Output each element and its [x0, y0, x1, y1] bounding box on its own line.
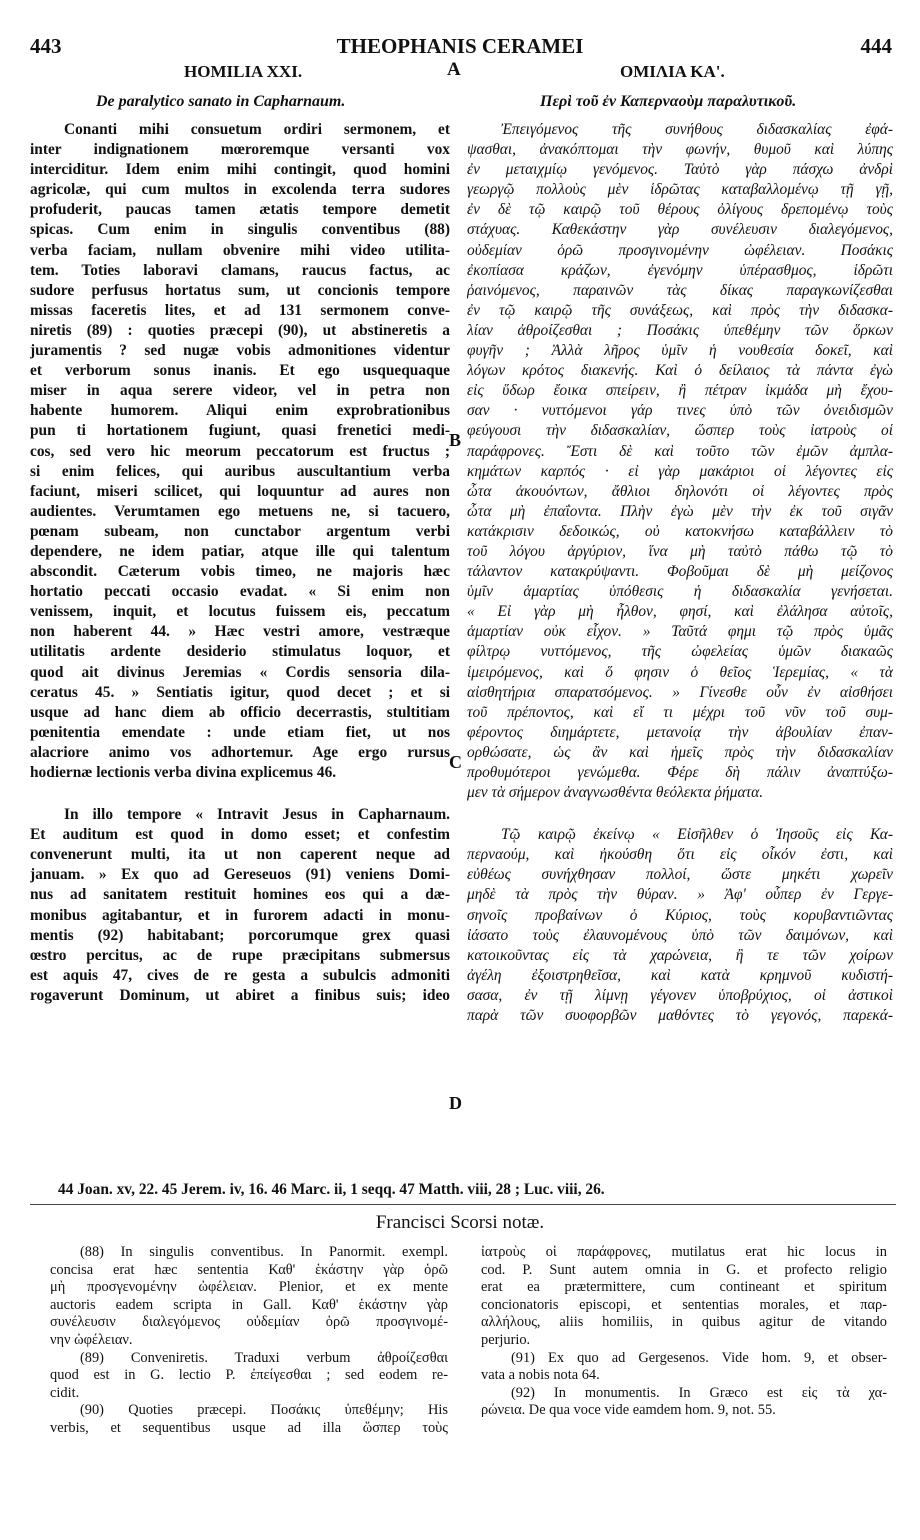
text-line: In illo tempore « Intravit Jesus in Capharnaum. [64, 806, 450, 824]
text-line: σηνοῖς προβαίνων ὁ Κύριος, τοὺς κορυβαντιῶντας [467, 906, 893, 924]
text-line: αἰσθητήρια σπαρατσόμενος. » Γίνεσθε οὖν ἐν αἰσθήσει [467, 683, 893, 701]
text-line: μεν τὰ σήμερον ἀναγνωσθέντα θεόλεκτα ῥήματα. [467, 784, 764, 802]
homily-title-greek: Περὶ τοῦ ἐν Καπερναοὺμ παραλυτικοῦ. [540, 93, 797, 110]
text-line: τάλαντον κατακρύψαντι. Φοβοῦμαι δὲ μὴ μείζονος [467, 563, 893, 581]
text-line: ἰάσατο τοὺς ἐλαυνομένους ὑπὸ τῶν δαιμόνων, καὶ [467, 926, 893, 944]
text-line: ceratus 45. » Sentiatis igitur, quod decet ; et si [30, 683, 450, 701]
text-line: cos, sed vero hic meorum peccatorum est fructus ; [30, 442, 450, 460]
text-line: κατάκρισιν δεδοικώς, οὐ κατοκνήσω καταβάλλειν τὸ [467, 522, 893, 540]
text-line: mentis (92) habitabant; porcorumque grex quasi [30, 926, 450, 944]
text-line: habente humorem. Aliqui enim exprobrationibus [30, 402, 450, 420]
text-line: φίλτρῳ νυττόμενος, τῆς ὠφελείας ὑμῶν διακαῶς [467, 643, 893, 661]
notes-title: Francisci Scorsi notæ. [375, 1212, 545, 1233]
text-line: venissem, inquit, et locutus fuissem eis, peccatum [30, 603, 450, 621]
text-line: tem. Toties laboravi clamans, raucus factus, ac [30, 261, 450, 279]
text-line: cod. P. Sunt autem omnia in G. et profecto religio [481, 1261, 887, 1278]
text-line: hodiernæ lectionis verba divina explicemus 46. [30, 764, 337, 781]
text-line: pœnam subeam, non cunctabor argentum verbi [30, 522, 450, 540]
margin-marker-c: C [449, 752, 462, 772]
text-line: περναούμ, καὶ ἠκούσθη ὅτι εἰς οἶκόν ἐστι, καὶ [467, 846, 893, 864]
text-line: quod est in G. lectio P. ἐπείγεσθαι ; sed eodem re- [50, 1367, 448, 1384]
text-line: οὐδεμίαν ὁρῶ προσγινομένην ὠφέλειαν. Ποσάκις [467, 241, 893, 259]
latin-paragraph-2 [30, 805, 450, 1006]
text-line: concisa erat hæc sententia Καθ' ἑκάστην γὰρ ὁρῶ [50, 1261, 448, 1278]
text-line: spicas. Cum enim in singulis conventibus (88) [30, 221, 450, 239]
text-line: (89) Conveniretis. Traduxi verbum ἀθροίζεσθαι [80, 1349, 448, 1366]
text-line: γεωργῷ πολλοὺς μὲν ἱδρῶτας καταβαλλομένῳ τῇ γῇ, [467, 181, 893, 199]
text-line: λόγων κρότος διακενής. Καὶ ὁ δείλαιος τὰ πάντα ἐγὼ [467, 362, 893, 380]
text-line: « Εἰ γὰρ μὴ ἦλθον, φησί, καὶ ἐλάλησα αὐτοῖς, [467, 603, 893, 621]
text-line: ἐκοπίασα κράζων, ἐγενόμην ὑπέρασθμος, ἱδρῶτι [467, 261, 893, 279]
text-line: (91) Ex quo ad Gergesenos. Vide hom. 9, et obser- [511, 1349, 887, 1366]
notes-right-column [481, 1244, 887, 1420]
text-line: αλλήλους, aliis homiliis, in quibus agitur de vitando [481, 1314, 887, 1331]
text-line: λίαν ἀθροίζεσθαι ; Ποσάκις ὑπεθέμην τῶν ὅρκων [467, 321, 893, 339]
margin-marker-d: D [449, 1093, 462, 1113]
text-line: κημάτων καρπός · εἰ γὰρ μακάριοι οἱ λέγοντες εἰς [467, 462, 893, 480]
text-line: audientes. Verumtamen ego metuens ne, si tacuero, [30, 502, 450, 520]
text-line: φυγῆν ; Ἀλλὰ λῆρος ὑμῖν ἡ νουθεσία δοκεῖ, καὶ [467, 342, 893, 360]
text-line: convenerunt multi, ita ut non caperent neque ad [30, 846, 450, 864]
text-line: ὑμῖν ἁμαρτίας ὑπόθεσις ἡ διδασκαλία γενήσεται. [467, 583, 893, 601]
text-line: missas faceretis lites, et ad 131 sermonem conve- [30, 301, 450, 319]
text-line: συνέλευσιν διαλεγόμενος οὐδεμίαν ὁρῶ προσγινομέ- [50, 1314, 448, 1331]
text-line: vata a nobis nota 64. [481, 1367, 600, 1384]
text-line: hortatio peccati occasio evadat. « Si enim non [30, 583, 450, 601]
text-line: παράφρονες. Ἔστι δὲ καὶ τοῦτο τῶν ἐμῶν ἀμπλα- [467, 442, 893, 460]
text-line: κατοικοῦντας εἰς τὰ χαρώνεια, ἢ τε τῶν χοίρων [467, 946, 893, 964]
notes-divider [30, 1204, 896, 1205]
text-line: et verborum sonus inanis. Et ego usquequaque [30, 362, 450, 380]
text-line: rogaverunt Dominum, ut abiret a finibus suis; ideo [30, 986, 450, 1004]
text-line: φεύγουσι τὴν διδασκαλίαν, ὥσπερ τοὺς ἰατροὺς οἱ [467, 422, 893, 440]
text-line: σασα, ἐν τῇ λίμνῃ γέγονεν ὑποβρύχιος, οἱ ἀστικοὶ [467, 986, 893, 1004]
text-line: μὴ προσγενομένην ὠφέλειαν. Plenior, et ex mente [50, 1279, 448, 1296]
text-line: ἱμειρόμενος, καὶ ὅ φησιν ὁ θεῖος Ἱερεμίας, « τὰ [467, 663, 893, 681]
text-line: dependere, ne idem patiar, atque ille qui talentum [30, 542, 450, 560]
running-title: THEOPHANIS CERAMEI [336, 34, 584, 58]
text-line: προθυμότεροι γενώμεθα. Φέρε δὴ πάλιν ἀναπτύξω- [467, 764, 893, 781]
text-line: Τῷ καιρῷ ἐκείνῳ « Εἰσῆλθεν ὁ Ἰησοῦς εἰς Κα- [501, 826, 893, 844]
margin-marker-a: A [447, 59, 461, 80]
text-line: alacriore animo vos adhortemur. Age ergo rursus [30, 743, 450, 761]
text-line: (88) In singulis conventibus. In Panormit. exempl. [80, 1244, 448, 1260]
text-line: παρὰ τῶν συοφορβῶν μαθόντες τὸ γεγονός, παρεκά- [467, 1007, 893, 1025]
greek-column [467, 120, 893, 1026]
text-line: (92) In monumentis. In Græco est εἰς τὰ χα- [511, 1384, 887, 1401]
text-line: σαν · νυττόμενοι γάρ τινες ὑπὸ τῶν ὀνειδισμῶν [467, 402, 893, 420]
text-line: ἁμαρτίαν οὐκ εἶχον. » Ταῦτά φημι τῷ πρὸς ὑμᾶς [467, 623, 893, 641]
latin-column [30, 120, 450, 1006]
text-line: ὦτα ἀκουόντων, ἄθλιοι δηλονότι οἱ λέγοντες πρὸς [467, 482, 893, 500]
text-line: ἀγέλη ἐξοιστρηθεῖσα, καὶ κατὰ κρημνοῦ κυδιστή- [467, 966, 893, 984]
text-line: τοῦ πρέποντος, καὶ εἴ τι μέχρι τοῦ νῦν τοῦ συμ- [467, 703, 893, 721]
text-line: verba faciam, nullam obvenire mihi video utilita- [30, 241, 450, 259]
homily-heading-greek: ΟΜΙΛΙΑ ΚΑ'. [620, 62, 725, 81]
text-line: ὦτα μὴ ἐπαΐοντα. Πλὴν ἐγὼ μὲν τὴν ἐκ τοῦ σιγᾶν [467, 502, 893, 520]
text-line: εἰς ὕδωρ ἔοικα σπείρειν, ἢ πέτραν ἰκμάδα μὴ ἔχου- [467, 382, 893, 400]
latin-paragraph-1 [30, 120, 450, 783]
text-line: si enim felices, qui auribus auscultantium verba [30, 462, 450, 480]
text-line: concionatoris episcopi, et sententias morales, et παρ- [481, 1296, 887, 1313]
text-line: τοῦ λόγου ἀργύριον, ἵνα μὴ ταὐτὸ πάθω τῷ τὸ [467, 542, 893, 560]
text-line: cidit. [50, 1384, 80, 1401]
text-line: Et auditum est quod in domo esset; et confestim [30, 826, 450, 844]
scripture-footnotes: 44 Joan. xv, 22. 45 Jerem. iv, 16. 46 Marc. ii, 1 seqq. 47 Matth. viii, 28 ; Luc. viii, 26. [58, 1181, 605, 1198]
text-line: φέροντος διημάρτετε, μετανοίᾳ τὴν ἀβουλίαν ἐπαν- [467, 723, 893, 741]
text-line: monibus agitabantur, et in furorem adacti in monu- [30, 906, 450, 924]
text-line: μηδὲ τὰ πρὸς τὴν θύραν. » Ἀφ' οὗπερ ἐν Γεργε- [467, 886, 893, 904]
text-line: januam. » Ex quo ad Gereseuos (91) veniens Domi- [30, 866, 450, 884]
text-line: erat ea prætermittere, cum contineant et spiritum [481, 1279, 887, 1296]
text-line: στάχυας. Καθεκάστην γὰρ συνέλευσιν διαλεγόμενος, [467, 221, 893, 239]
text-line: perjurio. [481, 1331, 531, 1348]
homily-title-latin: De paralytico sanato in Capharnaum. [96, 93, 346, 110]
text-line: niretis (89) : quoties præcepi (90), ut abstineretis a [30, 321, 450, 339]
greek-paragraph-2 [467, 825, 893, 1026]
text-line: verbis, et sequentibus usque ad illa ὥσπερ τοὺς [50, 1419, 448, 1436]
page-number-left: 443 [30, 34, 62, 58]
text-line: est aquis 47, cives de re gesta a subulcis admoniti [30, 966, 450, 984]
text-line: ρώνεια. De qua voce vide eamdem hom. 9, not. 55. [481, 1402, 776, 1419]
text-line: νην ὠφέλειαν. [50, 1331, 133, 1348]
text-line: inter indignationem mœroremque versanti vox [30, 141, 450, 159]
text-line: agricolæ, qui cum multos in excolenda terra sudores [30, 181, 450, 199]
text-line: ἐν τῷ καιρῷ τῆς συνάξεως, καὶ πρὸς τὴν διδασκα- [467, 301, 893, 319]
text-line: juramentis ? sed nugæ vobis admonitiones videntur [30, 342, 450, 360]
text-line: ἰατροὺς οἱ παράφρονες, mutilatus erat hic locus in [481, 1244, 887, 1260]
text-line: sudore perfusus hortatus sum, ut concionis tempore [30, 281, 450, 299]
text-line: ψασθαι, ἀνακόπτομαι τὴν φωνήν, θυμοῦ καὶ λύπης [467, 141, 893, 159]
text-line: ἐν δὲ τῷ καιρῷ τοῦ θέρους ὀλίγους δρεπομένῳ τοὺς [467, 201, 893, 219]
text-line: interciditur. Idem enim mihi contingit, quod homini [30, 161, 450, 179]
text-line: Ἐπειγόμενος τῆς συνήθους διδασκαλίας ἐφά- [501, 121, 893, 138]
text-line: εὐθέως συνήχθησαν πολλοί, ὥστε μηκέτι χωρεῖν [467, 866, 893, 884]
text-line: auctoris eadem scripta in Gall. Καθ' ἑκάστην γὰρ [50, 1296, 448, 1313]
text-line: ῥαινόμενος, παραινῶν τὰς δίκας παραγκωνίζεσθαι [467, 281, 893, 299]
text-line: abscondit. Cæterum vobis timeo, ne majoris hæc [30, 563, 450, 581]
notes-left-column [50, 1244, 448, 1438]
text-line: utilitatis ardente desiderio stimulatus loquor, et [30, 643, 450, 661]
page-number-right: 444 [860, 34, 892, 58]
text-line: faciunt, miseri scilicet, qui loquuntur ad aures non [30, 482, 450, 500]
text-line: pœnitentia emendate : unde etiam fiet, ut nos [30, 723, 450, 741]
text-line: profuderit, paucas tamen ætatis tempore demetit [30, 201, 450, 219]
text-line: ορθώσατε, ὡς ἂν καὶ ἡμεῖς πρὸς τὴν διδασκαλίαν [467, 743, 893, 761]
greek-paragraph-1 [467, 120, 893, 803]
text-line: pun ti hortationem fugiunt, quasi frenetici medi- [30, 422, 450, 440]
text-line: quod ait divinus Jeremias « Cordis sensoria dila- [30, 663, 450, 681]
text-line: œstro percitus, ac de rupe præcipitans submersus [30, 946, 450, 964]
text-line: miser in aqua serere videor, vel in petra non [30, 382, 450, 400]
text-line: ἐν μεταιχμίῳ γενόμενος. Ταὐτὸ γὰρ πάσχω ἀνδρὶ [467, 161, 893, 179]
text-line: Conanti mihi consuetum ordiri sermonem, et [64, 121, 450, 138]
text-line: non haberent 44. » Hæc vestri amore, vestræque [30, 623, 450, 641]
text-line: nus ad sanitatem restituit homines eos qui a dæ- [30, 886, 450, 904]
margin-marker-b: B [449, 430, 462, 450]
text-line: (90) Quoties præcepi. Ποσάκις ὑπεθέμην; His [80, 1402, 448, 1419]
text-line: usque ad hanc diem ab officio decerrastis, stultitiam [30, 703, 450, 721]
homily-heading-latin: HOMILIA XXI. [184, 62, 303, 81]
